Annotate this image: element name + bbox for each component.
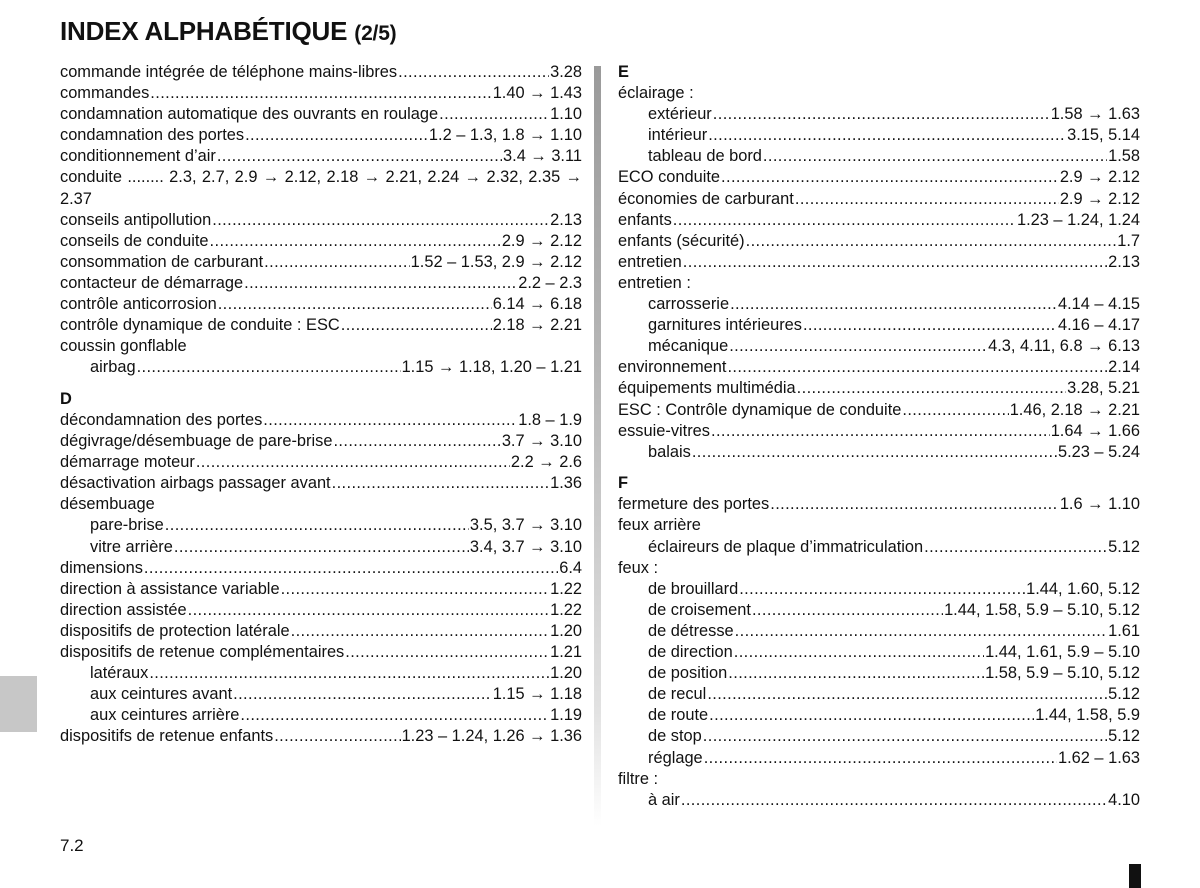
- leader-dots: [196, 452, 510, 473]
- section-thumb-tab: [0, 676, 37, 732]
- leader-dots: [729, 336, 987, 357]
- entry-term: conditionnement d’air: [60, 147, 216, 166]
- entry-term: contacteur de démarrage: [60, 273, 244, 292]
- entry-term: vitre arrière: [90, 537, 173, 556]
- section-letter-f: F: [618, 474, 629, 493]
- entry-term: de brouillard: [648, 579, 739, 598]
- leader-dots: [734, 642, 984, 663]
- index-entry: [618, 189, 1140, 210]
- index-heading: feux arrière: [618, 516, 701, 535]
- index-entry: [60, 231, 582, 252]
- leader-dots: [683, 252, 1107, 273]
- entry-term: enfants: [618, 210, 672, 229]
- index-entry: [618, 378, 1140, 399]
- leader-dots: [245, 125, 428, 146]
- entry-pages: 2.9 → 2.12: [1059, 168, 1140, 187]
- index-entry: [60, 558, 582, 579]
- entry-pages: 1.58: [1108, 147, 1140, 166]
- entry-pages: 1.44, 1.58, 5.9 – 5.10, 5.12: [944, 600, 1140, 619]
- leader-dots: [398, 62, 549, 83]
- index-entry: [60, 125, 582, 146]
- index-entry: [60, 252, 582, 273]
- entry-pages: 3.28, 5.21: [1067, 379, 1140, 398]
- index-entry: [60, 621, 582, 642]
- entry-term: démarrage moteur: [60, 453, 195, 472]
- index-subentry: [618, 663, 1140, 684]
- leader-dots: [144, 558, 558, 579]
- index-entry: [60, 294, 582, 315]
- index-heading: entretien :: [618, 273, 691, 292]
- index-subentry: [60, 705, 582, 726]
- index-entry: [618, 400, 1140, 421]
- entry-pages: 1.62 – 1.63: [1057, 748, 1140, 767]
- index-entry: [60, 410, 582, 431]
- index-subentry: [618, 336, 1140, 357]
- entry-term: extérieur: [648, 105, 712, 124]
- leader-dots: [240, 705, 549, 726]
- entry-term: éclaireurs de plaque d’immatriculation: [648, 537, 924, 556]
- entry-pages: 3.15, 5.14: [1067, 126, 1140, 145]
- index-subentry: [618, 726, 1140, 747]
- index-entry: [618, 231, 1140, 252]
- leader-dots: [174, 537, 469, 558]
- entry-term: garnitures intérieures: [648, 316, 802, 335]
- entry-term: entretien: [618, 252, 682, 271]
- index-heading: éclairage :: [618, 84, 694, 103]
- leader-dots: [218, 294, 492, 315]
- title-part-indicator: (2/5): [354, 22, 397, 45]
- entry-term: de route: [648, 706, 709, 725]
- entry-term: de position: [648, 664, 728, 683]
- entry-term: pare-brise: [90, 516, 164, 535]
- index-subentry: [618, 642, 1140, 663]
- index-entry: [60, 600, 582, 621]
- entry-term: condamnation des portes: [60, 126, 245, 145]
- entry-pages: 1.10: [550, 105, 582, 124]
- index-heading: désembuage: [60, 495, 155, 514]
- index-entry: [60, 210, 582, 231]
- index-entry: [60, 315, 582, 336]
- entry-term: commandes: [60, 84, 150, 103]
- index-subentry: [60, 515, 582, 536]
- index-heading: feux :: [618, 558, 659, 577]
- entry-term: condamnation automatique des ouvrants en roulage: [60, 105, 439, 124]
- index-subentry: [60, 357, 582, 378]
- leader-dots: [263, 410, 517, 431]
- index-entry-wrapped: conduite ........ 2.3, 2.7, 2.9 → 2.12, 2.18 → 2.21, 2.24 → 2.32, 2.35 → 2.37: [60, 168, 582, 208]
- index-subentry: [618, 146, 1140, 167]
- entry-pages: 1.61: [1108, 621, 1140, 640]
- entry-pages: 1.20: [550, 621, 582, 640]
- entry-term: équipements multimédia: [618, 379, 796, 398]
- index-subentry: [618, 579, 1140, 600]
- entry-pages: 1.36: [550, 474, 582, 493]
- entry-pages: 1.40 → 1.43: [492, 84, 582, 103]
- entry-term: dispositifs de retenue enfants: [60, 727, 274, 746]
- leader-dots: [188, 600, 549, 621]
- entry-term: commande intégrée de téléphone mains-libres: [60, 63, 398, 81]
- entry-term: environnement: [618, 358, 727, 377]
- entry-pages: 2.2 → 2.6: [510, 453, 582, 472]
- entry-pages: 4.3, 4.11, 6.8 → 6.13: [988, 337, 1140, 356]
- leader-dots: [746, 231, 1117, 252]
- index-entry: [618, 357, 1140, 378]
- index-entry: [60, 104, 582, 125]
- entry-term: balais: [648, 442, 691, 461]
- entry-term: latéraux: [90, 664, 149, 683]
- entry-term: ECO conduite: [618, 168, 721, 187]
- leader-dots: [345, 642, 549, 663]
- index-entry: [618, 167, 1140, 188]
- leader-dots: [341, 315, 492, 336]
- index-subentry: [618, 705, 1140, 726]
- entry-pages: 1.21: [550, 643, 582, 662]
- entry-term: décondamnation des portes: [60, 411, 263, 429]
- entry-pages: 6.4: [559, 558, 582, 577]
- entry-pages: 1.2 – 1.3, 1.8 → 1.10: [428, 126, 582, 145]
- entry-pages: 1.23 – 1.24, 1.26 → 1.36: [401, 727, 582, 746]
- entry-pages: 2.9 → 2.12: [501, 231, 582, 250]
- leader-dots: [721, 167, 1059, 188]
- entry-pages: 1.46, 2.18 → 2.21: [1009, 400, 1140, 419]
- entry-term: ESC : Contrôle dynamique de conduite: [618, 400, 902, 419]
- leader-dots: [711, 421, 1050, 442]
- page-number: 7.2: [60, 836, 84, 855]
- leader-dots: [730, 294, 1057, 315]
- index-entry: [618, 252, 1140, 273]
- index-subentry: [60, 663, 582, 684]
- entry-pages: 5.12: [1108, 537, 1140, 556]
- entry-term: à air: [648, 790, 680, 809]
- entry-pages: 1.22: [550, 579, 582, 598]
- entry-term: de détresse: [648, 621, 734, 640]
- entry-term: conseils de conduite: [60, 231, 209, 250]
- page-title: [60, 16, 396, 47]
- entry-term: enfants (sécurité): [618, 231, 745, 250]
- index-subentry: [618, 790, 1140, 811]
- index-entry: [60, 83, 582, 104]
- entry-pages: 1.64 → 1.66: [1050, 421, 1140, 440]
- entry-pages: 3.7 → 3.10: [501, 432, 582, 451]
- leader-dots: [727, 357, 1107, 378]
- entry-pages: 1.22: [550, 600, 582, 619]
- index-subentry: [618, 315, 1140, 336]
- index-entry: [60, 62, 582, 83]
- entry-term: direction à assistance variable: [60, 579, 280, 598]
- index-subentry: [618, 442, 1140, 463]
- index-entry: [618, 494, 1140, 515]
- index-entry: [618, 210, 1140, 231]
- leader-dots: [291, 621, 549, 642]
- entry-term: contrôle dynamique de conduite : ESC: [60, 316, 340, 335]
- index-subentry: [618, 104, 1140, 125]
- index-subentry: [618, 748, 1140, 769]
- entry-term: économies de carburant: [618, 189, 794, 208]
- leader-dots: [150, 83, 491, 104]
- index-entry: [60, 579, 582, 600]
- index-subentry: [618, 125, 1140, 146]
- entry-term: intérieur: [648, 126, 708, 145]
- index-subentry: [60, 537, 582, 558]
- leader-dots: [264, 252, 410, 273]
- index-column-left: [60, 62, 582, 748]
- entry-pages: 1.6 → 1.10: [1059, 495, 1140, 514]
- index-entry: [60, 726, 582, 747]
- entry-term: désactivation airbags passager avant: [60, 474, 331, 493]
- index-subentry: [60, 684, 582, 705]
- entry-term: carrosserie: [648, 295, 730, 314]
- entry-term: aux ceintures avant: [90, 685, 233, 704]
- leader-dots: [739, 579, 1025, 600]
- entry-pages: 5.12: [1108, 727, 1140, 746]
- leader-dots: [137, 357, 401, 378]
- leader-dots: [713, 104, 1050, 125]
- index-column-right: [618, 62, 1140, 811]
- entry-pages: 1.20: [550, 664, 582, 683]
- index-subentry: [618, 684, 1140, 705]
- entry-pages: 1.58 → 1.63: [1050, 105, 1140, 124]
- page-corner-mark: [1129, 864, 1141, 888]
- entry-pages: 1.44, 1.61, 5.9 – 5.10: [985, 643, 1140, 662]
- entry-pages: 2.18 → 2.21: [492, 316, 582, 335]
- entry-pages: 1.23 – 1.24, 1.24: [1016, 210, 1140, 229]
- entry-pages: 4.14 – 4.15: [1057, 295, 1140, 314]
- entry-pages: 5.12: [1108, 685, 1140, 704]
- entry-term: dimensions: [60, 558, 143, 577]
- entry-pages: 4.16 – 4.17: [1057, 316, 1140, 335]
- entry-pages: 2.2 – 2.3: [518, 273, 582, 292]
- entry-term: essuie-vitres: [618, 421, 710, 440]
- index-subentry: [618, 621, 1140, 642]
- title-text: INDEX ALPHABÉTIQUE: [60, 16, 348, 46]
- entry-pages: 2.13: [1108, 252, 1140, 271]
- leader-dots: [217, 146, 502, 167]
- leader-dots: [797, 378, 1066, 399]
- leader-dots: [763, 146, 1107, 167]
- entry-term: airbag: [90, 358, 136, 377]
- entry-pages: 1.58, 5.9 – 5.10, 5.12: [985, 664, 1140, 683]
- leader-dots: [233, 684, 492, 705]
- index-entry: [60, 473, 582, 494]
- entry-term: conseils antipollution: [60, 210, 212, 229]
- leader-dots: [439, 104, 549, 125]
- entry-term: réglage: [648, 748, 703, 767]
- index-entry: [60, 452, 582, 473]
- leader-dots: [728, 663, 984, 684]
- leader-dots: [795, 189, 1059, 210]
- leader-dots: [332, 473, 549, 494]
- entry-term: fermeture des portes: [618, 495, 770, 514]
- entry-pages: 1.52 – 1.53, 2.9 → 2.12: [410, 252, 582, 271]
- index-entry: [618, 421, 1140, 442]
- entry-term: de direction: [648, 643, 733, 662]
- leader-dots: [707, 684, 1107, 705]
- entry-term: de stop: [648, 727, 702, 746]
- leader-dots: [803, 315, 1057, 336]
- entry-pages: 3.4 → 3.11: [503, 147, 582, 166]
- index-entry: [60, 431, 582, 452]
- entry-term: contrôle anticorrosion: [60, 295, 217, 314]
- entry-pages: 1.15 → 1.18: [492, 685, 582, 704]
- entry-term: tableau de bord: [648, 147, 762, 166]
- leader-dots: [752, 600, 943, 621]
- entry-pages: 3.5, 3.7 → 3.10: [469, 516, 582, 535]
- entry-pages: 1.15 → 1.18, 1.20 – 1.21: [401, 358, 582, 377]
- leader-dots: [703, 726, 1107, 747]
- leader-dots: [165, 515, 469, 536]
- entry-term: de croisement: [648, 600, 751, 619]
- entry-term: dispositifs de retenue complémentaires: [60, 643, 345, 662]
- index-subentry: [618, 294, 1140, 315]
- leader-dots: [902, 400, 1008, 421]
- entry-pages: 1.8 – 1.9: [518, 411, 582, 429]
- leader-dots: [210, 231, 501, 252]
- entry-term: mécanique: [648, 337, 729, 356]
- entry-pages: 6.14 → 6.18: [492, 295, 582, 314]
- leader-dots: [274, 726, 400, 747]
- leader-dots: [709, 705, 1034, 726]
- entry-pages: 4.10: [1108, 790, 1140, 809]
- leader-dots: [770, 494, 1059, 515]
- index-entry: [60, 273, 582, 294]
- leader-dots: [212, 210, 549, 231]
- leader-dots: [244, 273, 517, 294]
- leader-dots: [704, 748, 1057, 769]
- entry-pages: 1.7: [1117, 231, 1140, 250]
- section-letter-e: E: [618, 63, 629, 81]
- entry-pages: 5.23 – 5.24: [1057, 442, 1140, 461]
- leader-dots: [735, 621, 1107, 642]
- leader-dots: [333, 431, 500, 452]
- entry-term: dispositifs de protection latérale: [60, 621, 290, 640]
- entry-pages: 1.19: [550, 706, 582, 725]
- section-letter-d: D: [60, 389, 72, 408]
- entry-term: consommation de carburant: [60, 252, 264, 271]
- entry-term: de recul: [648, 685, 707, 704]
- index-subentry: [618, 537, 1140, 558]
- entry-pages: 2.13: [550, 210, 582, 229]
- leader-dots: [708, 125, 1066, 146]
- column-divider: [594, 66, 601, 826]
- index-heading: filtre :: [618, 769, 659, 788]
- index-entry: [60, 146, 582, 167]
- index-heading: coussin gonflable: [60, 337, 187, 356]
- entry-term: direction assistée: [60, 600, 187, 619]
- entry-pages: 1.44, 1.58, 5.9: [1035, 706, 1140, 725]
- leader-dots: [281, 579, 550, 600]
- entry-term: dégivrage/désembuage de pare-brise: [60, 432, 333, 451]
- index-subentry: [618, 600, 1140, 621]
- leader-dots: [673, 210, 1016, 231]
- entry-pages: 3.28: [550, 63, 582, 81]
- entry-term: aux ceintures arrière: [90, 706, 240, 725]
- leader-dots: [681, 790, 1107, 811]
- index-entry: [60, 642, 582, 663]
- entry-pages: 2.14: [1108, 358, 1140, 377]
- entry-pages: 1.44, 1.60, 5.12: [1026, 579, 1140, 598]
- leader-dots: [692, 442, 1057, 463]
- leader-dots: [149, 663, 549, 684]
- leader-dots: [924, 537, 1107, 558]
- entry-pages: 2.9 → 2.12: [1059, 189, 1140, 208]
- entry-pages: 3.4, 3.7 → 3.10: [469, 537, 582, 556]
